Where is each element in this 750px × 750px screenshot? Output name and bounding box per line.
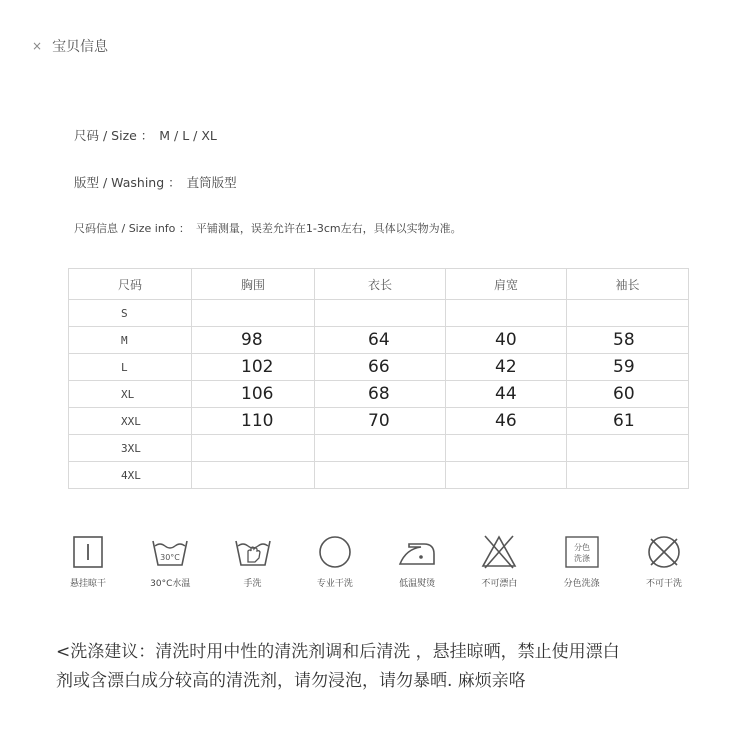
size-detail-label: 尺码信息 / Size info ： — [74, 222, 190, 235]
header-shoulder: 肩宽 — [446, 269, 567, 300]
care-item-hang-dry — [56, 532, 120, 589]
measurement-cell: 59 — [567, 354, 689, 381]
measurement-cell — [192, 435, 315, 462]
size-info-line — [74, 126, 217, 144]
size-detail-value: 平铺测量，误差允许在1-3cm左右，具体以实物为准。 — [195, 222, 462, 235]
table-row — [69, 300, 689, 327]
close-icon[interactable]: × — [32, 39, 43, 53]
measurement-cell: 70 — [315, 408, 446, 435]
measurement-cell — [315, 435, 446, 462]
size-name-cell: M — [69, 327, 192, 354]
care-item-no-bleach — [467, 532, 531, 589]
care-label: 30°C水温 — [150, 579, 191, 589]
washing-advice-line-1: <洗涤建议：清洗时用中性的清洗剂调和后清洗 ，悬挂晾晒，禁止使用漂白 — [56, 642, 620, 662]
measurement-cell — [446, 435, 567, 462]
measurement-cell — [567, 435, 689, 462]
fit-label: 版型 / Washing ： — [74, 175, 181, 190]
size-label: 尺码 / Size ： — [74, 128, 154, 143]
page-header — [32, 36, 108, 56]
measurement-cell: 102 — [192, 354, 315, 381]
measurement-cell: 46 — [446, 408, 567, 435]
fit-value: 直筒版型 — [186, 175, 237, 190]
measurement-cell — [192, 300, 315, 327]
measurement-cell — [192, 462, 315, 489]
separate-wash-text-bottom: 洗涤 — [573, 554, 590, 563]
measurement-cell: 42 — [446, 354, 567, 381]
care-instructions — [56, 532, 696, 589]
low-iron-icon — [397, 532, 437, 572]
measurement-cell: 61 — [567, 408, 689, 435]
size-table — [68, 268, 689, 489]
washing-advice-line-2: 剂或含漂白成分较高的清洗剂，请勿浸泡，请勿暴晒. 麻烦亲咯 — [56, 671, 526, 691]
wash-30-icon — [150, 532, 190, 572]
care-label: 悬挂晾干 — [69, 579, 106, 589]
separate-wash-text-top: 分色 — [573, 543, 590, 552]
header-length: 衣长 — [315, 269, 446, 300]
care-item-low-iron — [385, 532, 449, 589]
separate-wash-icon — [562, 532, 602, 572]
care-item-separate-wash — [550, 532, 614, 589]
care-item-hand-wash — [221, 532, 285, 589]
measurement-cell — [315, 300, 446, 327]
page-title: 宝贝信息 — [52, 39, 109, 55]
care-label: 低温熨烫 — [399, 579, 436, 589]
care-item-wash-30 — [138, 532, 202, 589]
care-label: 分色洗涤 — [563, 579, 600, 589]
measurement-cell — [446, 300, 567, 327]
measurement-cell: 58 — [567, 327, 689, 354]
care-label: 专业干洗 — [316, 579, 353, 589]
measurement-cell — [446, 462, 567, 489]
care-item-no-dry-clean — [632, 532, 696, 589]
table-row — [69, 408, 689, 435]
table-row — [69, 462, 689, 489]
care-label: 手洗 — [243, 579, 262, 589]
measurement-cell: 98 — [192, 327, 315, 354]
size-detail-line — [74, 220, 462, 236]
table-row — [69, 435, 689, 462]
size-name-cell: 3XL — [69, 435, 192, 462]
measurement-cell: 60 — [567, 381, 689, 408]
measurement-cell: 110 — [192, 408, 315, 435]
size-name-cell: XXL — [69, 408, 192, 435]
measurement-cell — [567, 300, 689, 327]
size-name-cell: XL — [69, 381, 192, 408]
size-value: M / L / XL — [159, 128, 217, 143]
header-sleeve: 袖长 — [567, 269, 689, 300]
measurement-cell — [315, 462, 446, 489]
size-name-cell: 4XL — [69, 462, 192, 489]
measurement-cell: 68 — [315, 381, 446, 408]
measurement-cell: 44 — [446, 381, 567, 408]
care-item-dry-clean — [303, 532, 367, 589]
table-row — [69, 354, 689, 381]
fit-info-line — [74, 173, 237, 191]
size-name-cell: S — [69, 300, 192, 327]
care-label: 不可漂白 — [481, 579, 518, 589]
header-chest: 胸围 — [192, 269, 315, 300]
hang-dry-icon — [68, 532, 108, 572]
measurement-cell: 106 — [192, 381, 315, 408]
professional-dry-clean-icon — [315, 532, 355, 572]
table-header-row — [69, 269, 689, 300]
no-bleach-icon — [479, 532, 519, 572]
measurement-cell: 40 — [446, 327, 567, 354]
table-row — [69, 381, 689, 408]
measurement-cell: 64 — [315, 327, 446, 354]
measurement-cell: 66 — [315, 354, 446, 381]
care-label: 不可干洗 — [645, 579, 682, 589]
hand-wash-icon — [233, 532, 273, 572]
size-name-cell: L — [69, 354, 192, 381]
no-dry-clean-icon — [644, 532, 684, 572]
measurement-cell — [567, 462, 689, 489]
header-size: 尺码 — [69, 269, 192, 300]
wash-temperature-text: 30°C — [160, 553, 181, 562]
washing-advice — [56, 638, 706, 696]
table-row — [69, 327, 689, 354]
